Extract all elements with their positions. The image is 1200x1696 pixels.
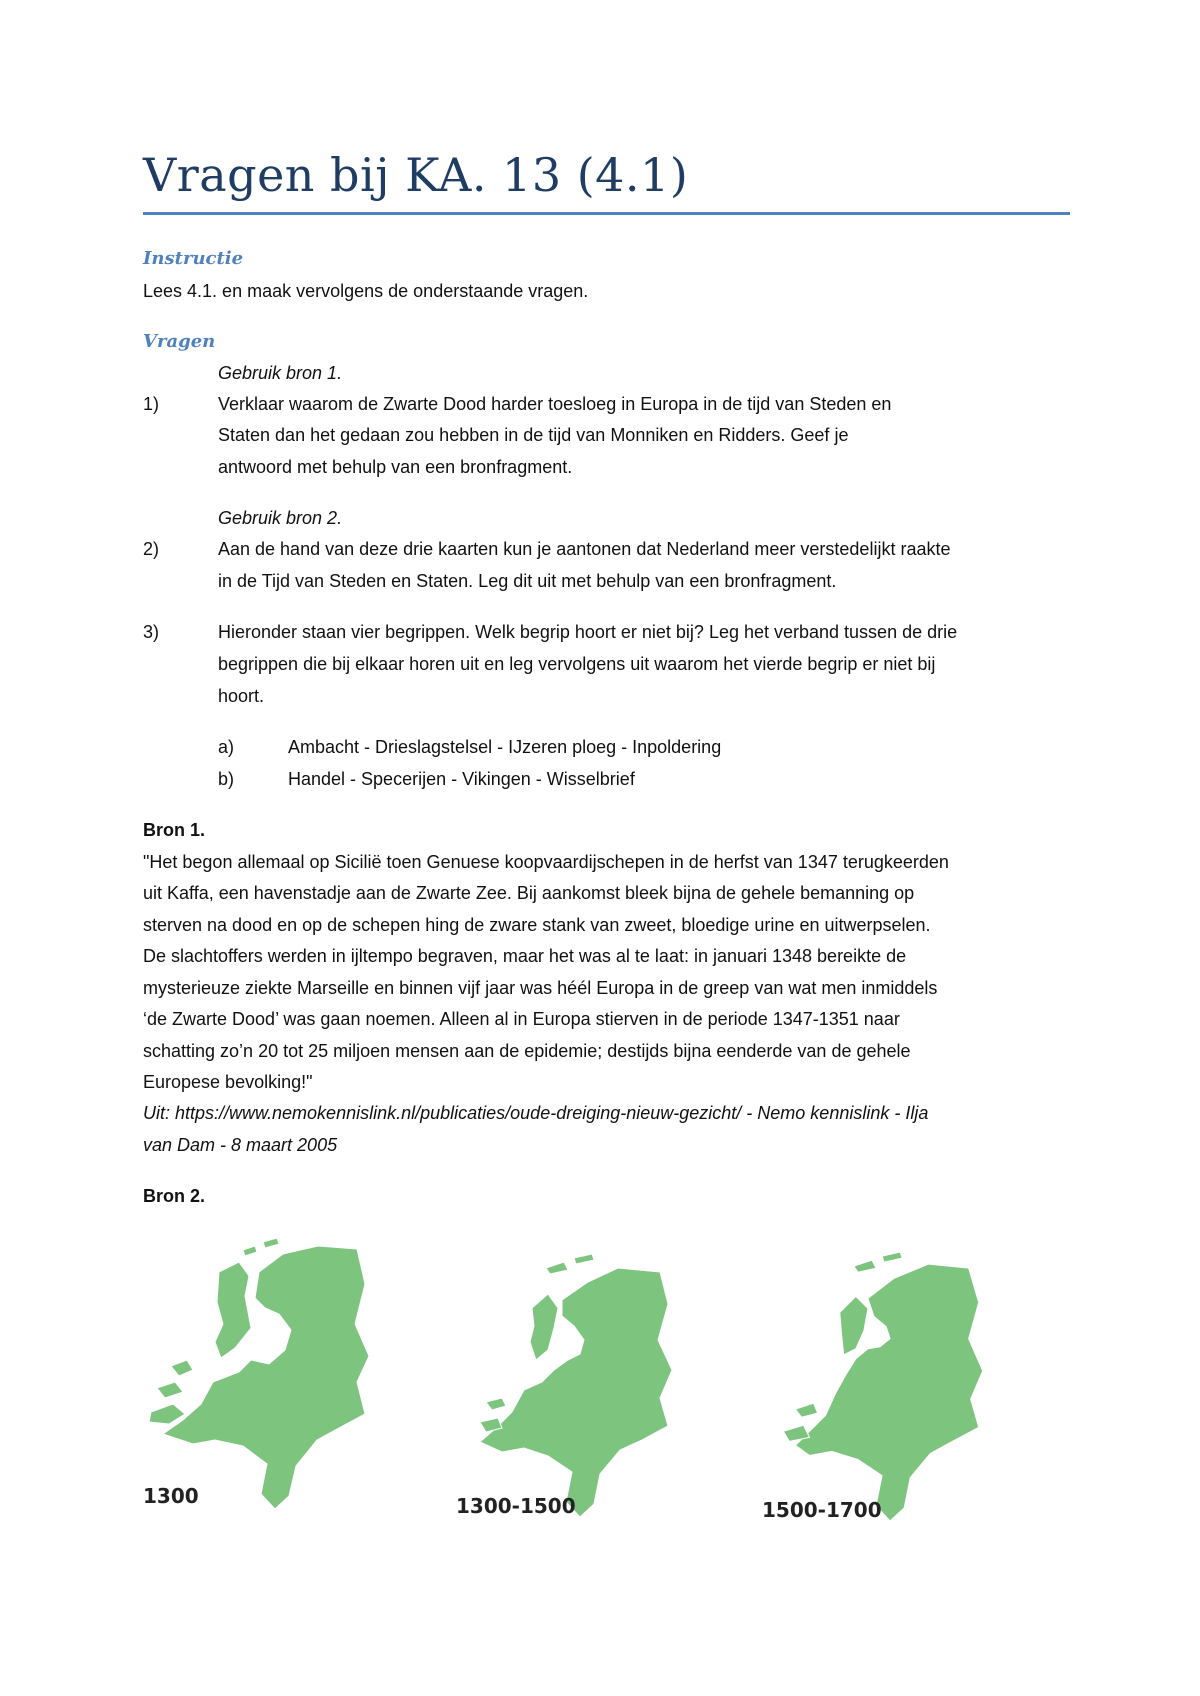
map-1300-1500 (448, 1242, 684, 1532)
q1-line: Staten dan het gedaan zou hebben in de tijd van Monniken en Ridders. Geef je (218, 425, 849, 445)
bron1-quote-line: mysterieuze ziekte Marseille en binnen vijf jaar was héél Europa in de greep van wat men inmiddels (143, 978, 938, 998)
land-shape (149, 1238, 369, 1509)
instructie-text: Lees 4.1. en maak vervolgens de onderstaande vragen. (143, 281, 589, 301)
vragen-heading: Vragen (143, 331, 216, 352)
q1-intro: Gebruik bron 1. (218, 363, 343, 383)
q1-line: antwoord met behulp van een bronfragment. (218, 457, 573, 477)
bron1-source-line: Uit: https://www.nemokennislink.nl/publicaties/oude-dreiging-nieuw-gezicht/ - Nemo kennislink - Ilja (143, 1103, 929, 1123)
bron1-quote-line: ‘de Zwarte Dood’ was gaan noemen. Alleen al in Europa stierven in de periode 1347-1351 naar (143, 1009, 900, 1029)
netherlands-map-icon (448, 1242, 684, 1532)
q2-number: 2) (143, 539, 160, 559)
map-1500-1700 (758, 1242, 994, 1534)
bron1-quote-line: De slachtoffers werden in ijltempo begraven, maar het was al te laat: in januari 1348 bereikte de (143, 946, 907, 966)
netherlands-map-icon (758, 1242, 994, 1534)
q2-line: Aan de hand van deze drie kaarten kun je aantonen dat Nederland meer verstedelijkt raakte (218, 539, 951, 559)
bron1-source-line: van Dam - 8 maart 2005 (143, 1135, 338, 1155)
q3-line: Hieronder staan vier begrippen. Welk begrip hoort er niet bij? Leg het verband tussen de drie (218, 622, 958, 642)
q3-number: 3) (143, 622, 160, 642)
map-label: 1500-1700 (762, 1498, 882, 1522)
bron1-quote-line: Europese bevolking!" (143, 1072, 313, 1092)
instructie-heading: Instructie (143, 248, 244, 269)
bron1-quote-line: schatting zo’n 20 tot 25 miljoen mensen aan de epidemie; destijds bijna eenderde van de gehele (143, 1041, 911, 1061)
netherlands-map-icon (143, 1232, 375, 1522)
page-title: Vragen bij KA. 13 (4.1) (143, 148, 689, 202)
q2-line: in de Tijd van Steden en Staten. Leg dit uit met behulp van een bronfragment. (218, 571, 837, 591)
land-shape (480, 1254, 672, 1517)
title-underline (143, 212, 1070, 215)
bron1-heading: Bron 1. (143, 820, 206, 840)
q3-option-text: Handel - Specerijen - Vikingen - Wisselbrief (288, 769, 635, 789)
q1-number: 1) (143, 394, 160, 414)
bron2-heading: Bron 2. (143, 1186, 206, 1206)
q3-line: begrippen die bij elkaar horen uit en leg vervolgens uit waarom het vierde begrip er niet bij (218, 654, 936, 674)
map-label: 1300-1500 (456, 1494, 576, 1518)
map-label: 1300 (143, 1484, 199, 1508)
bron1-quote-line: sterven na dood en op de schepen hing de zware stank van zweet, bloedige urine en uitwerpselen. (143, 915, 931, 935)
bron1-quote-line: uit Kaffa, een havenstadje aan de Zwarte Zee. Bij aankomst bleek bijna de gehele bemanning op (143, 883, 915, 903)
q3-line: hoort. (218, 686, 265, 706)
q1-line: Verklaar waarom de Zwarte Dood harder toesloeg in Europa in de tijd van Steden en (218, 394, 892, 414)
land-shape (783, 1252, 982, 1521)
q2-intro: Gebruik bron 2. (218, 508, 343, 528)
q3-option-text: Ambacht - Drieslagstelsel - IJzeren ploeg - Inpoldering (288, 737, 722, 757)
q3-option-label: a) (218, 737, 235, 757)
bron1-quote-line: "Het begon allemaal op Sicilië toen Genuese koopvaardijschepen in de herfst van 1347 terugkeerden (143, 852, 949, 872)
q3-option-label: b) (218, 769, 235, 789)
map-1300 (143, 1232, 375, 1522)
